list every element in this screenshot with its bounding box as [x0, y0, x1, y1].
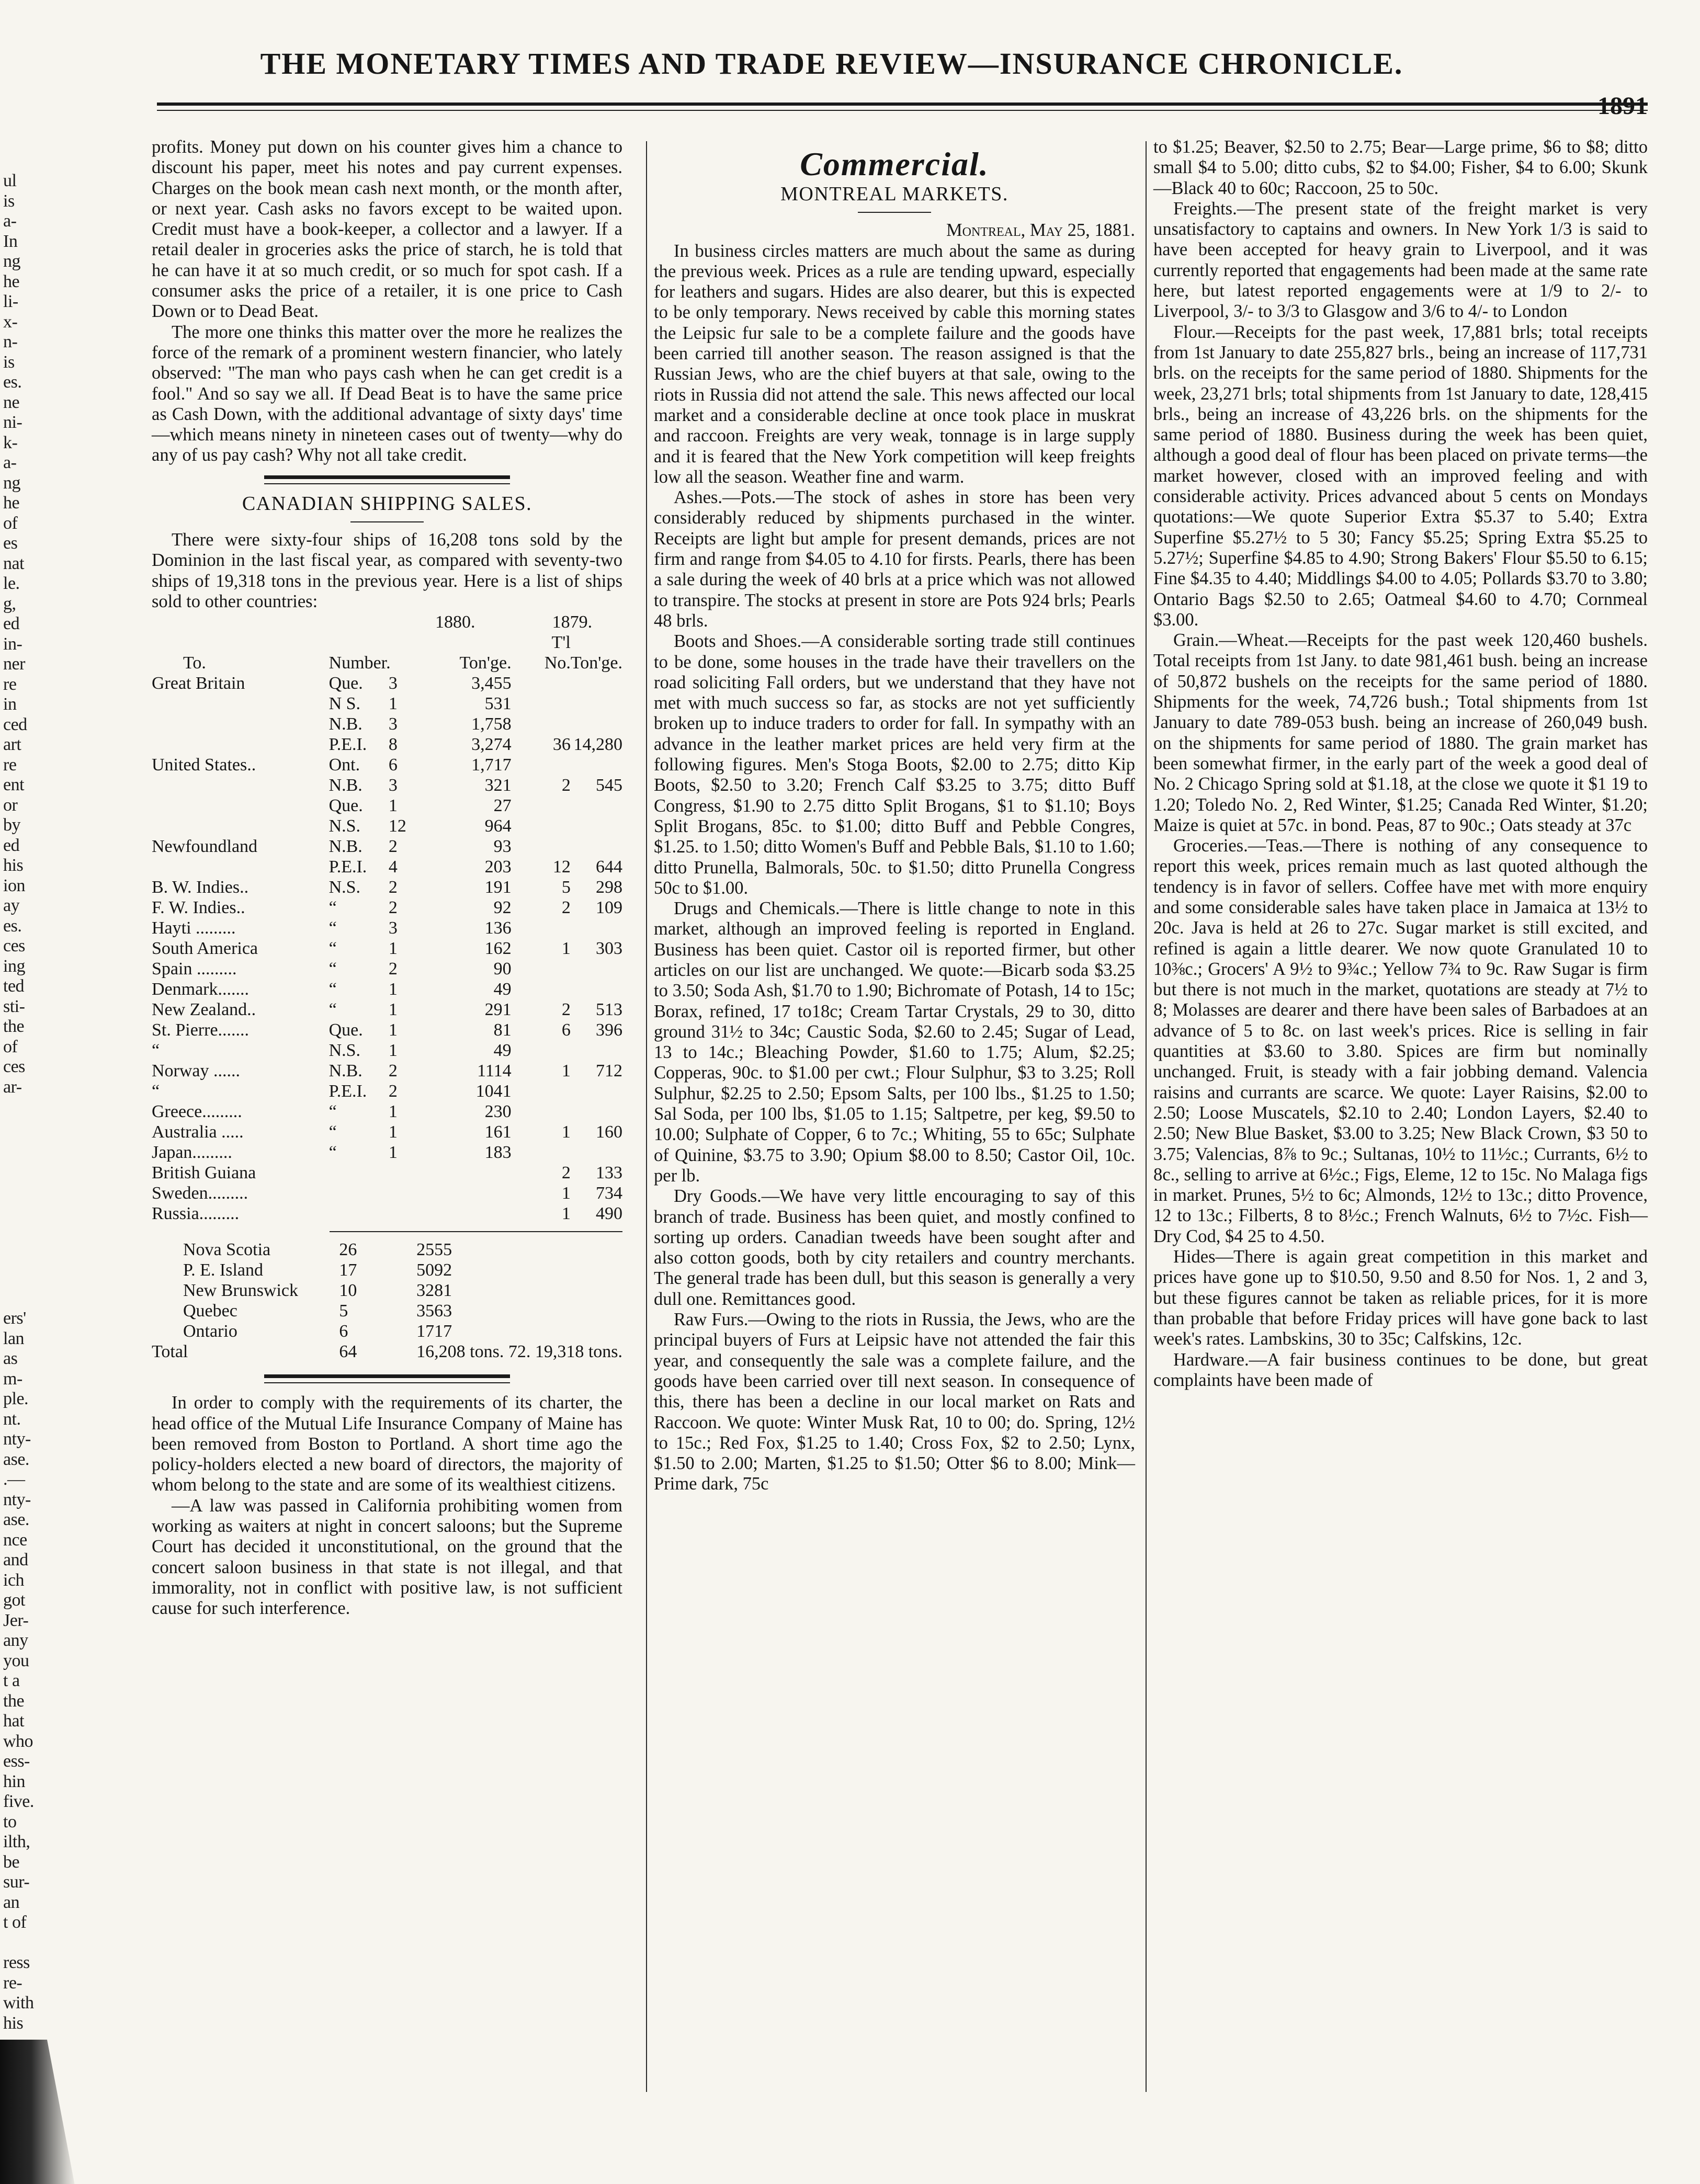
ship-tonnage-1880: 162: [484, 939, 512, 959]
province-tonnage: 1717: [416, 1322, 452, 1341]
ship-destination: Japan.........: [152, 1143, 232, 1163]
year-1879: 1879.: [552, 612, 593, 632]
ship-origin: [329, 1183, 389, 1203]
table-row: [152, 877, 622, 897]
summary-row: [152, 1239, 622, 1260]
article-credit-intro: profits. Money put down on his counter gives him a chance to discount his paper, meet his notes and pay current expenses. Charges on the book mean cash next month, or the month after, or next year. Cash asks no favors except to be waited upon. Credit must have a book-keeper, a collector and a lawyer. If a retail dealer in groceries asks the price of starch, he is told that he can have it at so much credit, or so much for spot cash. If a consumer asks the price of a retailer, it is one price to Cash Down or to Dead Beat.: [152, 137, 622, 322]
section-rule: [264, 475, 510, 479]
ship-tonnage-1879: [571, 1081, 622, 1101]
markets-intro: In business circles matters are much about the same as during the previous week. Prices as a rule are tending upward, especially for leathers and sugars. Hides are also dearer, but this is expected to be only temporary. News received by cable this morning states the Leipsic fur sale to be a complete failure and the goods have been carried till another season. The reason assigned is that the Russian Jews, who are the chief buyers at that sale, owing to the riots in Russia did not attend the sale. This news affected our local market and a considerable decline at once took place in muskrat and raccoon. Freights are very weak, tonnage is in large supply and it is feared that the New York competition will keep freights low all the season. Weather fine and warm.: [654, 241, 1135, 487]
ship-count-1880: 4: [388, 857, 398, 877]
ship-count-1879: [522, 836, 571, 857]
ship-tonnage-1879: [571, 959, 622, 979]
ship-count-1880: 3: [388, 674, 398, 693]
ship-tonnage-1879: 545: [596, 776, 622, 795]
ship-tonnage-1880: 93: [493, 837, 512, 857]
table-row: [152, 979, 622, 999]
hardware-report: Hardware.—A fair business continues to be done, but great complaints have been made of: [1153, 1349, 1648, 1390]
ship-origin: N.B.: [328, 837, 362, 857]
ship-destination: Hayti .........: [152, 918, 236, 938]
province-tonnage: 2555: [416, 1240, 452, 1260]
ship-count-1879: [522, 673, 571, 693]
table-row: [152, 1101, 622, 1122]
page-number: 1891: [1597, 92, 1648, 120]
ship-tonnage-1879: [571, 673, 622, 693]
ship-count-1879: [522, 714, 571, 734]
table-rule: [330, 1231, 622, 1232]
total-label: Total: [152, 1342, 188, 1362]
ship-count-1880: 3: [388, 714, 398, 734]
ship-destination: [152, 795, 329, 816]
groceries-report: Groceries.—Teas.—There is nothing of any consequence to report this week, prices remain much as last quoted although the tendency is in favor of sellers. Coffee have met with more enquiry and some considerable sales have taken place in Jamaica at 13½ to 20c. Java is held at 26 to 27c. Sugar market is still excited, and refined is again a little dearer. We now quote Granulated 10 to 10⅜c.; Grocers' A 9½ to 9¾c.; Yellow 7¾ to 9c. Raw Sugar is firm but there is not much in the market, quotations are steady at 7½ to 8; Molasses are dearer and there have been sales of Barbadoes at an advance of 5 to 8c. on last week's prices. Rice is selling in fair quantities at $3.60 to 3.80. Spices are firm but nominally unchanged. Fruit, is steady with a fair jobbing demand. Valencia raisins and currants are scarce. We quote: Layer Raisins, $2.00 to 2.50; Loose Muscatels, $2.10 to 2.40; London Layers, $2.40 to 2.50; New Blue Basket, $3.00 to 3.25; New Black Crown, $3 50 to 3.75; Valencias, 8⅞ to 9c.; Sultanas, 10½ to 11½c.; Currants, 6½ to 8c., selling to arrive at 6½c.; Figs, Eleme, 12 to 15c. No Malaga figs in market. Prunes, 5½ to 6c; Almonds, 12½ to 13c.; ditto Provence, 12 to 13c.; Filberts, 8 to 8½c.; French Walnuts, 6½ to 7½c. Fish—Dry Cod, $4 25 to 4.50.: [1153, 836, 1648, 1246]
ship-tonnage-1880: 321: [484, 776, 512, 795]
ship-tonnage-1880: 81: [493, 1020, 512, 1040]
raw-furs-report: Raw Furs.—Owing to the riots in Russia, the Jews, who are the principal buyers of Furs at Leipsic have not attended the fair this year, and consequently the sale was a complete failure, and the goods have been carried over till next season. In consequence of this, there has been a decline in our local market on Rats and Raccoon. We quote: Winter Musk Rat, 10 to 00; do. Spring, 12½ to 15c.; Red Fox, $1.25 to 1.40; Cross Fox, $2 to 2.50; Lynx, $1.50 to 2.00; Marten, $1.25 to $1.50; Otter $6 to 8.00; Mink—Prime dark, 75c: [654, 1310, 1135, 1494]
ship-destination: [152, 693, 329, 714]
col-tl: T'l: [551, 633, 571, 653]
ship-origin: “: [328, 1102, 337, 1122]
table-row: [152, 1081, 622, 1101]
ship-destination: Greece.........: [152, 1102, 242, 1122]
table-row: [152, 897, 622, 918]
ship-tonnage-1879: [571, 918, 622, 938]
ship-count-1879: 2: [561, 898, 571, 918]
ship-tonnage-1880: 49: [493, 1041, 512, 1061]
ship-tonnage-1879: 712: [596, 1061, 622, 1081]
table-row: [152, 714, 622, 734]
ship-count-1879: 12: [552, 857, 571, 877]
section-rule-thin: [264, 1382, 510, 1383]
ship-tonnage-1880: 27: [493, 796, 512, 816]
ship-tonnage-1880: 964: [484, 816, 512, 836]
col-tonnage-1879: Ton'ge.: [570, 653, 622, 673]
ship-tonnage-1880: 3,274: [471, 735, 512, 755]
col-no: No.: [544, 653, 571, 673]
ship-count-1879: [522, 795, 571, 816]
ship-count-1879: 36: [552, 735, 571, 755]
table-header-row: [152, 653, 622, 673]
ship-tonnage-1880: 291: [484, 1000, 512, 1020]
ship-count-1880: 1: [388, 1122, 398, 1142]
ship-origin: Ont.: [328, 755, 360, 775]
ship-count-1880: 2: [388, 1082, 398, 1101]
ship-origin: Que.: [328, 1020, 363, 1040]
ship-count-1880: 1: [388, 796, 398, 816]
ship-tonnage-1880: [427, 1163, 522, 1183]
ship-destination: St. Pierre.......: [152, 1020, 250, 1040]
ship-tonnage-1880: 1041: [475, 1082, 512, 1101]
province-name: Nova Scotia: [183, 1240, 271, 1260]
ship-count-1879: [522, 816, 571, 836]
province-tonnage: 3563: [416, 1301, 452, 1321]
ship-destination: [152, 816, 329, 836]
summary-table: [152, 1239, 622, 1362]
ship-origin: “: [328, 980, 337, 999]
table-year-row: [152, 612, 622, 632]
ship-tonnage-1880: [427, 1203, 522, 1224]
ship-count-1879: [522, 693, 571, 714]
ship-destination: [152, 857, 329, 877]
table-row: [152, 938, 622, 959]
shipping-table: [152, 612, 622, 1224]
section-rule-thin: [264, 483, 510, 484]
ship-destination: British Guiana: [152, 1163, 256, 1183]
ship-destination: Denmark.......: [152, 980, 250, 999]
ship-count-1879: 1: [561, 1122, 571, 1142]
ship-tonnage-1880: 1114: [477, 1061, 512, 1081]
ship-count-1880: 2: [388, 959, 398, 979]
ship-tonnage-1880: 1,717: [471, 755, 512, 775]
ship-origin: N S.: [328, 694, 361, 714]
province-tonnage: 5092: [416, 1260, 452, 1280]
ship-count-1879: 1: [561, 1184, 571, 1203]
ship-tonnage-1880: 3,455: [471, 674, 512, 693]
ship-tonnage-1880: 183: [484, 1143, 512, 1163]
ship-tonnage-1879: [571, 755, 622, 775]
province-count: 5: [339, 1301, 348, 1321]
ship-count-1880: 3: [388, 918, 398, 938]
ship-tonnage-1880: 191: [484, 878, 512, 897]
ship-count-1880: 2: [388, 898, 398, 918]
column-divider: [1146, 141, 1147, 2092]
section-rule: [264, 1374, 510, 1378]
ship-count-1880: 1: [388, 1102, 398, 1122]
ship-origin: N.B.: [328, 1061, 362, 1081]
dry-goods-report: Dry Goods.—We have very little encouraging to say of this branch of trade. Business has been quiet, and mostly confined to sorting up orders. Canadian tweeds have been sought after and also cotton goods, both by city retailers and country merchants. The general trade has been dull, but this season is generally a very dull one. Remittances good.: [654, 1186, 1135, 1309]
ship-tonnage-1880: 92: [493, 898, 512, 918]
ship-count-1879: [522, 918, 571, 938]
margin-text-lower: ers' lan as m- ple. nt. nty- ase. .— nty- ase. nce and ich got Jer- any you t a the hat who ess- hin five. to ilth, be sur- an t of ress re- with his: [3, 1309, 34, 2033]
dateline: Montreal, May 25, 1881.: [946, 220, 1135, 241]
ship-origin: Que.: [328, 796, 363, 816]
col-tonnage: Ton'ge.: [459, 653, 512, 673]
ship-count-1880: 2: [388, 837, 398, 857]
table-row: [152, 795, 622, 816]
table-row: [152, 836, 622, 857]
ship-count-1879: [522, 1142, 571, 1163]
ship-count-1880: [389, 1203, 427, 1224]
boots-report: Boots and Shoes.—A considerable sorting trade still continues to be done, some houses in the trade have their travellers on the road soliciting Fall orders, but we understand that they have not met with much success so far, as stocks are not yet sufficiently broken up to induce traders to order for fall. In sympathy with an advance in the leather market prices are held very firm at the following figures. Men's Stoga Boots, $2.00 to 2.75; ditto Kip Boots, $2.50 to 3.20; French Calf $3.25 to 3.75; ditto Buff Congress, $1.90 to 2.75 ditto Split Brogans, $1 to $1.10; Boys Split Brogans, 85c. to $1.00; ditto Buff and Pebble Congres, $1.25. to 1.50; ditto Women's Buff and Pebble Bals, $1.10 to 1.60; ditto Prunella, Balmorals, 50c. to $1.50; ditto Prunella Congress 50c to $1.00.: [654, 631, 1135, 898]
ship-tonnage-1879: 396: [596, 1020, 622, 1040]
table-row: [152, 918, 622, 938]
ship-origin: N.B.: [328, 776, 362, 795]
shipping-rows: [152, 673, 622, 1224]
ship-count-1879: 5: [561, 878, 571, 897]
ship-origin: P.E.I.: [328, 857, 367, 877]
ship-tonnage-1879: 303: [596, 939, 622, 959]
ship-tonnage-1880: 161: [484, 1122, 512, 1142]
ship-count-1880: 3: [388, 776, 398, 795]
table-row: [152, 999, 622, 1020]
ship-destination: “: [152, 1041, 160, 1061]
ship-origin: [329, 1203, 389, 1224]
ship-tonnage-1879: 298: [596, 878, 622, 897]
table-row: [152, 673, 622, 693]
ship-tonnage-1879: 109: [596, 898, 622, 918]
ship-origin: P.E.I.: [328, 735, 367, 755]
ship-destination: Spain .........: [152, 959, 237, 979]
ship-count-1879: [522, 959, 571, 979]
masthead: THE MONETARY TIMES AND TRADE REVIEW—INSURANCE CHRONICLE.: [260, 47, 1403, 81]
province-count: 6: [339, 1322, 348, 1341]
ship-count-1879: [522, 1040, 571, 1061]
table-row: [152, 857, 622, 877]
ship-tonnage-1879: 490: [596, 1204, 622, 1224]
ship-tonnage-1879: [571, 714, 622, 734]
ship-tonnage-1879: 14,280: [573, 735, 622, 755]
ship-count-1879: 1: [561, 939, 571, 959]
ship-destination: “: [152, 1082, 160, 1101]
freights-report: Freights.—The present state of the freight market is very unsatisfactory to captains and owners. In New York 1/3 is said to have been accepted for heavy grain to Liverpool, and it was currently reported that engagements had been made at the same rate here, but latest reported engagements were at 1/9 to 2/- to Liverpool, 3/- to 3/3 to Glasgow and 3/6 to 4/- to London: [1153, 198, 1648, 322]
total-tonnage: 16,208 tons. 72. 19,318 tons.: [416, 1342, 622, 1362]
ship-count-1880: 1: [388, 1020, 398, 1040]
summary-rows: [152, 1239, 622, 1341]
article-credit-para: The more one thinks this matter over the more he realizes the force of the remark of a prominent western financier, who lately observed: "The man who pays cash when he can get credit is a fool." And so say we all. If Dead Beat is to have the same price as Cash Down, with the additional advantage of sixty days' time—which means ninety in nineteen cases out of twenty—why do any of us pay cash? Why not all take credit.: [152, 322, 622, 465]
province-tonnage: 3281: [416, 1281, 452, 1301]
table-row: [152, 734, 622, 755]
ship-destination: [152, 734, 329, 755]
ship-tonnage-1879: [571, 693, 622, 714]
ship-tonnage-1879: [571, 836, 622, 857]
year-1880: 1880.: [435, 612, 475, 632]
heading-rule: [858, 212, 931, 213]
ship-tonnage-1880: [427, 1183, 522, 1203]
province-count: 26: [339, 1240, 357, 1260]
total-count: 64: [339, 1342, 357, 1362]
heading-rule: [350, 521, 424, 522]
header-rule-thin: [157, 110, 1648, 111]
column-1: [152, 137, 622, 1619]
table-row: [152, 1122, 622, 1142]
ship-count-1879: 1: [561, 1204, 571, 1224]
ship-tonnage-1879: [571, 1142, 622, 1163]
ship-count-1880: [389, 1163, 427, 1183]
table-row: [152, 959, 622, 979]
summary-row: [152, 1280, 622, 1301]
ship-destination: [152, 775, 329, 795]
table-row: [152, 693, 622, 714]
facing-page-margin-text: [3, 131, 40, 2074]
ship-destination: Newfoundland: [152, 837, 258, 857]
ship-tonnage-1879: 133: [596, 1163, 622, 1183]
hides-report: Hides—There is again great competition in this market and prices have gone up to $10.50, 9.50 and 8.50 for Nos. 1, 2 and 3, but these figures cannot be taken as reliable prices, for it is more than probable that before Friday prices will have gone back to last week's rates. Lambskins, 30 to 35c; Calfskins, 12c.: [1153, 1247, 1648, 1349]
ship-tonnage-1879: [571, 816, 622, 836]
ship-count-1880: 1: [388, 694, 398, 714]
ship-count-1879: 1: [561, 1061, 571, 1081]
ship-tonnage-1879: [571, 1040, 622, 1061]
ship-destination: Russia.........: [152, 1204, 240, 1224]
ship-count-1879: [522, 979, 571, 999]
ship-origin: “: [328, 898, 337, 918]
ship-tonnage-1879: [571, 795, 622, 816]
ship-count-1879: [522, 1101, 571, 1122]
margin-text-upper: ul is a- In ng he li- x- n- is es. ne ni- k- a- ng he of es nat le. g, ed in- ner re in ced art re ent or by ed his ion ay es. ces ing ted sti- the of ces ar-: [3, 171, 27, 1097]
furs-continued: to $1.25; Beaver, $2.50 to 2.75; Bear—Large prime, $6 to $8; ditto small $4 to 5.00; ditto cubs, $2 to $4.00; Fisher, $4 to 6.00; Skunk—Black 40 to 60c; Raccoon, 25 to 50c.: [1153, 137, 1648, 198]
ship-count-1879: 2: [561, 776, 571, 795]
california-item: —A law was passed in California prohibiting women from working as waiters at night in concert saloons; but the Supreme Court has decided it unconstitutional, on the ground that the concert saloon business in that state is not illegal, and that immorality, not in conflict with positive law, is not sufficient cause for such interference.: [152, 1495, 622, 1619]
shipping-intro: There were sixty-four ships of 16,208 tons sold by the Dominion in the last fiscal year, as compared with seventy-two ships of 19,318 tons in the previous year. Here is a list of ships sold to other countries:: [152, 530, 622, 611]
ship-count-1880: 8: [388, 735, 398, 755]
table-row: [152, 816, 622, 836]
ship-origin: N.S.: [328, 816, 361, 836]
ship-count-1879: [522, 1081, 571, 1101]
col-to: To.: [183, 653, 206, 673]
ship-destination: Australia .....: [152, 1122, 244, 1142]
ship-destination: United States..: [152, 755, 256, 775]
column-3: [1153, 137, 1648, 1391]
summary-row: [152, 1321, 622, 1341]
ship-origin: “: [328, 1000, 337, 1020]
ship-tonnage-1879: [571, 1101, 622, 1122]
flour-report: Flour.—Receipts for the past week, 17,881 brls; total receipts from 1st January to date 255,827 brls., being an increase of 117,731 brls. on the receipts for the same period of 1880. Shipments for the week, 23,271 brls; total shipments from 1st January to date, 128,415 brls., being an increase of 43,226 brls. on the shipments for the same period of 1880. Business during the week has been quiet, although a good deal of flour has been placed on private terms—the market however, closed with an improved feeling and with considerable activity. Prices advanced about 5 cents on Mondays quotations:—We quote Superior Extra $5.37 to 5.40; Extra Superfine $5.27½ to 5 30; Fancy $5.25; Spring Extra $5.25 to 5.27½; Superfine $4.85 to 4.90; Strong Bakers' Flour $5.50 to 6.15; Fine $4.35 to 4.40; Middlings $4.00 to 4.05; Pollards $3.70 to 3.80; Ontario Bags $2.50 to 2.65; Oatmeal $4.60 to 4.70; Cornmeal $3.00.: [1153, 322, 1648, 630]
ship-destination: [152, 714, 329, 734]
ship-tonnage-1880: 49: [493, 980, 512, 999]
table-row: [152, 1142, 622, 1163]
ship-destination: South America: [152, 939, 258, 959]
ship-origin: P.E.I.: [328, 1082, 367, 1101]
drugs-report: Drugs and Chemicals.—There is little change to note in this market, although an improved feeling is reported in England. Business has been quiet. Castor oil is reported firmer, but other articles on our list are unchanged. We quote:—Bicarb soda $3.25 to 3.50; Soda Ash, $1.70 to 1.90; Bichromate of Potash, 14 to 15c; Borax, refined, 17 to18c; Cream Tartar Crystals, 29 to 30, ditto ground 31½ to 34c; Caustic Soda, $2.60 to 2.45; Sugar of Lead, 13 to 14c.; Bleaching Powder, $1.60 to 1.75; Alum, $2.25; Copperas, 90c. to $1.00 per cwt.; Flour Sulphur, $3 to 3.25; Roll Sulphur, $2.25 to 2.50; Epsom Salts, per 100 lbs., $1.25 to 1.50; Sal Soda, per 100 lbs, $1.05 to 1.15; Saltpetre, per keg, $9.50 to 10.00; Sulphate of Copper, 6 to 7c.; Whiting, 55 to 65c; Sulphate of Quinine, $3.75 to 3.90; Opium $8.00 to 8.50; Castor Oil, 10c. per lb.: [654, 898, 1135, 1186]
ship-origin: Que.: [328, 674, 363, 693]
ship-count-1879: 2: [561, 1000, 571, 1020]
ship-tonnage-1879: 513: [596, 1000, 622, 1020]
table-row: [152, 775, 622, 795]
summary-row: [152, 1260, 622, 1280]
ship-origin: “: [328, 918, 337, 938]
ship-tonnage-1879: 160: [596, 1122, 622, 1142]
ship-origin: N.S.: [328, 878, 361, 897]
ship-count-1879: 2: [561, 1163, 571, 1183]
ship-count-1880: [389, 1183, 427, 1203]
grain-report: Grain.—Wheat.—Receipts for the past week 120,460 bushels. Total receipts from 1st Jany. to date 981,461 bush. being an increase of 50,872 bushels on the receipts for the same period of 1880. Shipments for the week, 74,726 bush.; Total shipments from 1st January to date 789-053 bush. being an increase of 260,049 bush. on the shipments for same period of 1880. The grain market has been somewhat firmer, in the early part of the week a good deal of No. 2 Chicago Spring sold at $1.18, at the close we quote it $1 19 to 1.20; Toledo No. 2, Red Winter, $1.25; Canada Red Winter, $1.20; Maize is quiet at 57c. in bond. Peas, 87 to 90c.; Oats steady at 37c: [1153, 630, 1648, 835]
ship-tonnage-1880: 90: [493, 959, 512, 979]
ship-origin: N.S.: [328, 1041, 361, 1061]
ship-origin: “: [328, 959, 337, 979]
ship-destination: Great Britain: [152, 674, 245, 693]
mutual-life-item: In order to comply with the requirements of its charter, the head office of the Mutual Life Insurance Company of Maine has been removed from Boston to Portland. A short time ago the policy-holders elected a new board of directors, the majority of whom belong to the state and are some of its wealthiest citizens.: [152, 1393, 622, 1495]
province-count: 17: [339, 1260, 357, 1280]
ship-origin: “: [328, 1143, 337, 1163]
ship-tonnage-1880: 203: [484, 857, 512, 877]
table-row: [152, 1183, 622, 1203]
ship-count-1880: 1: [388, 1143, 398, 1163]
ship-tonnage-1880: 531: [484, 694, 512, 714]
col-number: Number.: [328, 653, 391, 673]
province-name: P. E. Island: [183, 1260, 263, 1280]
table-row: [152, 1020, 622, 1040]
ship-origin: [329, 1163, 389, 1183]
ship-destination: Sweden.........: [152, 1184, 248, 1203]
ship-destination: New Zealand..: [152, 1000, 256, 1020]
table-row: [152, 1203, 622, 1224]
ship-tonnage-1880: 1,758: [471, 714, 512, 734]
ship-count-1880: 1: [388, 939, 398, 959]
ship-count-1880: 1: [388, 1000, 398, 1020]
markets-heading: MONTREAL MARKETS.: [780, 183, 1008, 205]
ship-destination: B. W. Indies..: [152, 878, 249, 897]
province-name: Ontario: [183, 1322, 237, 1341]
ship-count-1880: 1: [388, 1041, 398, 1061]
ship-tonnage-1879: 644: [596, 857, 622, 877]
ship-destination: Norway ......: [152, 1061, 241, 1081]
ship-tonnage-1880: 230: [484, 1102, 512, 1122]
province-count: 10: [339, 1281, 357, 1301]
ship-tonnage-1880: 136: [484, 918, 512, 938]
province-name: New Brunswick: [183, 1281, 299, 1301]
shipping-heading: CANADIAN SHIPPING SALES.: [242, 492, 532, 515]
table-tl-row: [152, 632, 622, 653]
ship-count-1880: 6: [388, 755, 398, 775]
header-rule: [157, 103, 1648, 106]
ship-count-1880: 12: [388, 816, 406, 836]
ship-destination: F. W. Indies..: [152, 898, 245, 918]
table-row: [152, 755, 622, 775]
table-row: [152, 1061, 622, 1081]
ship-count-1880: 1: [388, 980, 398, 999]
ship-origin: “: [328, 939, 337, 959]
ship-count-1880: 2: [388, 1061, 398, 1081]
column-divider: [646, 141, 647, 2092]
section-title: Commercial.: [800, 145, 989, 183]
total-row: [152, 1341, 622, 1362]
ship-count-1880: 2: [388, 878, 398, 897]
ship-count-1879: 6: [561, 1020, 571, 1040]
ship-origin: N.B.: [328, 714, 362, 734]
ship-tonnage-1879: 734: [596, 1184, 622, 1203]
ashes-report: Ashes.—Pots.—The stock of ashes in store has been very considerably reduced by shipments purchased in the winter. Receipts are light but ample for present demands, prices are not firm and range from $4.05 to 4.10 for firsts. Pearls, there has been a sale during the week of 40 brls at a price which was not allowed to transpire. The stocks at present in store are Pots 924 brls; Pearls 48 brls.: [654, 487, 1135, 631]
ship-count-1879: [522, 755, 571, 775]
ship-origin: “: [328, 1122, 337, 1142]
table-row: [152, 1163, 622, 1183]
column-2: [654, 137, 1135, 1495]
province-name: Quebec: [183, 1301, 237, 1321]
table-row: [152, 1040, 622, 1061]
ship-tonnage-1879: [571, 979, 622, 999]
summary-row: [152, 1301, 622, 1321]
